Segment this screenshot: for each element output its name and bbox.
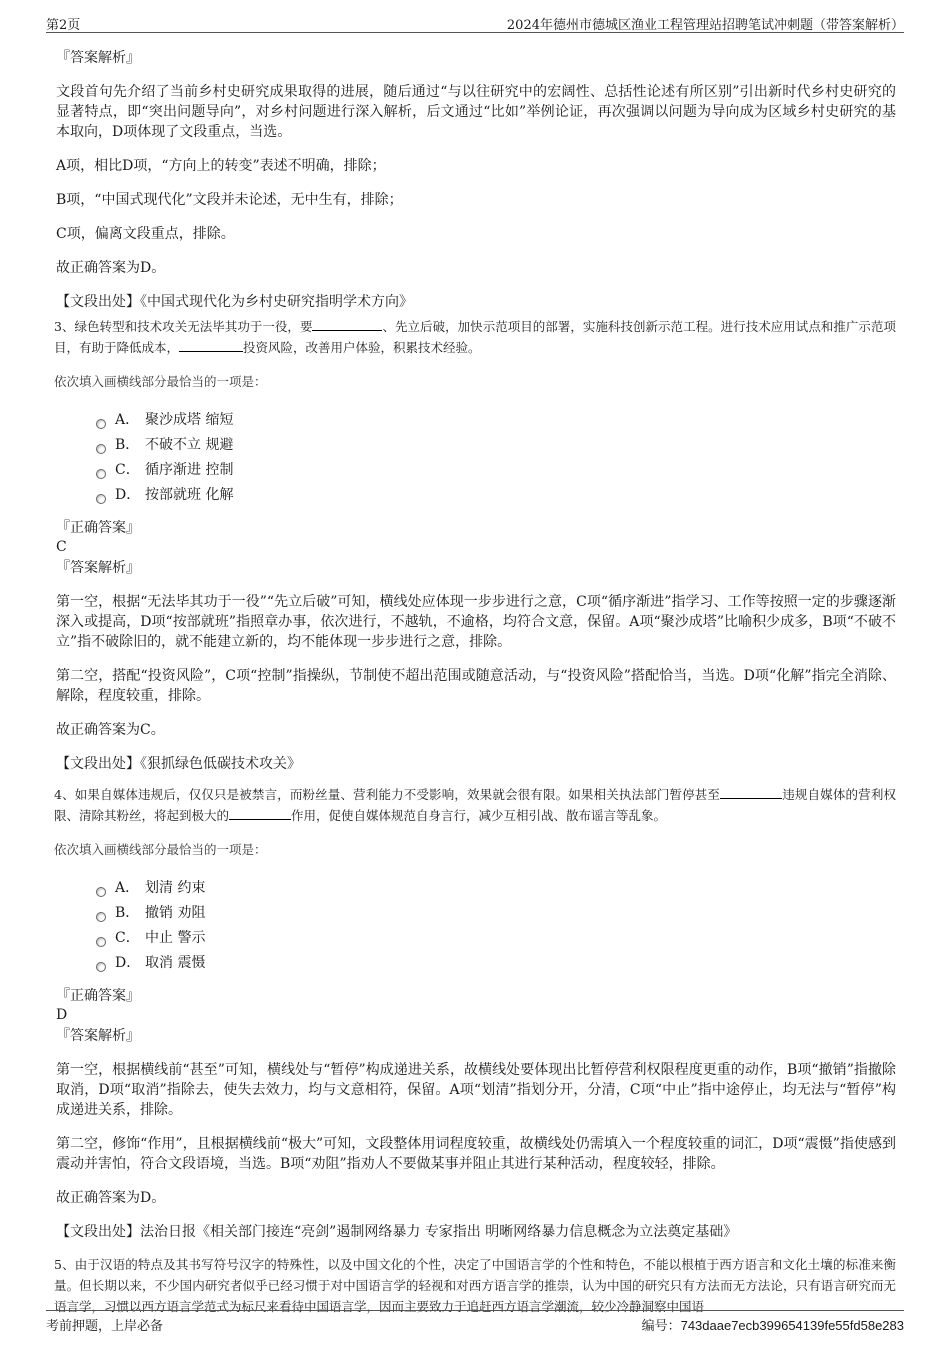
- analysis-paragraph: 故正确答案为D。: [56, 1190, 166, 1206]
- fill-blank: [179, 338, 243, 352]
- option-a[interactable]: A． 划清 约束: [96, 876, 896, 901]
- footer-slogan: 考前押题，上岸必备: [46, 1319, 164, 1334]
- question-stem: 3、绿色转型和技术攻关无法毕其功于一役，要 、先立后破，加快示范项目的部署，实施科技创新示范工程。进行技术应用试点和推广示范项目，有助于降低成本， 投资风险，改善用户体验，积累技术经验。: [54, 319, 896, 355]
- option-list: [96, 408, 896, 508]
- analysis-paragraph: 故正确答案为C。: [56, 722, 165, 738]
- option-a[interactable]: A． 聚沙成塔 缩短: [96, 408, 896, 433]
- page-footer: [46, 1310, 904, 1333]
- document-title: 2024年德州市德城区渔业工程管理站招聘笔试冲刺题（带答案解析）: [506, 18, 904, 33]
- page-header: [46, 12, 904, 33]
- question-stem: 5、由于汉语的特点及其书写符号汉字的特殊性，以及中国文化的个性，决定了中国语言学的个性和特色，不能以根植于西方语言和文化土壤的标准来衡量。但长期以来，不少国内研究者似乎已经习惯于对中国语言学的轻视和对西方语言学的推崇，认为中国的研究只有方法而无方法论，只有语言研究而无语言学，习惯以西方语言学范式为标尺来看待中国语言学，因而主要致力于追赶西方语言学潮流，较少冷静洞察中国语: [54, 1257, 896, 1314]
- radio-icon[interactable]: [96, 444, 106, 454]
- option-b[interactable]: B． 不破不立 规避: [96, 433, 896, 458]
- passage-source: 【文段出处】《中国式现代化为乡村史研究指明学术方向》: [56, 294, 413, 310]
- page-number: 第2页: [46, 18, 81, 33]
- option-c[interactable]: C． 中止 警示: [96, 926, 896, 951]
- passage-source: 【文段出处】《狠抓绿色低碳技术攻关》: [56, 756, 301, 772]
- radio-icon[interactable]: [96, 937, 106, 947]
- analysis-label: 『答案解析』: [56, 1028, 140, 1044]
- correct-answer-label: 『正确答案』: [56, 520, 140, 536]
- radio-icon[interactable]: [96, 469, 106, 479]
- analysis-paragraph: 文段首句先介绍了当前乡村史研究成果取得的进展，随后通过“与以往研究中的宏阔性、总括性论述有所区别”引出新时代乡村史研究的显著特点，即“突出问题导向”，对乡村问题进行深入解析，后文通过“比如”举例论证，再次强调以问题为导向成为区域乡村史研究的基本取向，D项体现了文段重点，当选。: [56, 84, 896, 140]
- analysis-label: 『答案解析』: [56, 560, 140, 576]
- option-list: [96, 876, 896, 976]
- analysis-paragraph: 第一空，根据横线前“甚至”可知，横线处与“暂停”构成递进关系，故横线处要体现出比暂停营利权限程度更重的动作，B项“撤销”指撤除取消，D项“取消”指除去，使失去效力，均与文意相符，保留。A项“划清”指划分开，分清，C项“中止”指中途停止，均无法与“暂停”构成递进关系，排除。: [56, 1062, 896, 1118]
- option-c[interactable]: C． 循序渐进 控制: [96, 458, 896, 483]
- option-d[interactable]: D． 取消 震慑: [96, 951, 896, 976]
- analysis-paragraph: 故正确答案为D。: [56, 260, 166, 276]
- analysis-paragraph: 第二空，搭配“投资风险”，C项“控制”指操纵，节制使不超出范围或随意活动，与“投资风险”搭配恰当，当选。D项“化解”指完全消除、解除，程度较重，排除。: [56, 668, 896, 704]
- analysis-label: 『答案解析』: [56, 50, 140, 66]
- fill-blank: [229, 806, 291, 820]
- radio-icon[interactable]: [96, 887, 106, 897]
- option-b[interactable]: B． 撤销 劝阻: [96, 901, 896, 926]
- analysis-paragraph: 第一空，根据“无法毕其功于一役”“先立后破”可知，横线处应体现一步步进行之意，C项“循序渐进”指学习、工作等按照一定的步骤逐渐深入或提高，D项“按部就班”指照章办事，依次进行，不越轨，不逾格，均符合文意，保留。A项“聚沙成塔”比喻积少成多，B项“不破不立”指不破除旧的，就不能建立新的，均不能体现一步步进行之意，排除。: [56, 594, 896, 650]
- radio-icon[interactable]: [96, 962, 106, 972]
- analysis-paragraph: C项，偏离文段重点，排除。: [56, 226, 235, 242]
- analysis-paragraph: A项，相比D项，“方向上的转变”表述不明确，排除；: [56, 158, 386, 174]
- question-prompt: 依次填入画横线部分最恰当的一项是：: [54, 374, 267, 389]
- radio-icon[interactable]: [96, 494, 106, 504]
- analysis-paragraph: 第二空，修饰“作用”，且根据横线前“极大”可知，文段整体用词程度较重，故横线处仍需填入一个程度较重的词汇，D项“震慑”指使感到震动并害怕，符合文段语境，当选。B项“劝阻”指劝人不要做某事并阻止其进行某种活动，程度较轻，排除。: [56, 1136, 896, 1172]
- correct-answer: C: [56, 539, 67, 555]
- fill-blank: [720, 785, 782, 799]
- fill-blank: [312, 317, 382, 331]
- page-content: [56, 48, 896, 1317]
- option-d[interactable]: D． 按部就班 化解: [96, 483, 896, 508]
- question-stem: 4、如果自媒体违规后，仅仅只是被禁言，而粉丝量、营利能力不受影响，效果就会很有限。如果相关执法部门暂停甚至 违规自媒体的营利权限、清除其粉丝，将起到极大的 作用，促使自媒体规范自身言行，减少互相引战、散布谣言等乱象。: [54, 787, 896, 823]
- radio-icon[interactable]: [96, 419, 106, 429]
- radio-icon[interactable]: [96, 912, 106, 922]
- correct-answer: D: [56, 1007, 68, 1023]
- correct-answer-label: 『正确答案』: [56, 988, 140, 1004]
- analysis-paragraph: B项，“中国式现代化”文段并未论述，无中生有，排除；: [56, 192, 403, 208]
- passage-source: 【文段出处】法治日报《相关部门接连“亮剑”遏制网络暴力 专家指出 明晰网络暴力信息概念为立法奠定基础》: [56, 1224, 738, 1240]
- document-id: 编号：743daae7ecb399654139fe55fd58e283: [641, 1318, 904, 1334]
- question-prompt: 依次填入画横线部分最恰当的一项是：: [54, 842, 267, 857]
